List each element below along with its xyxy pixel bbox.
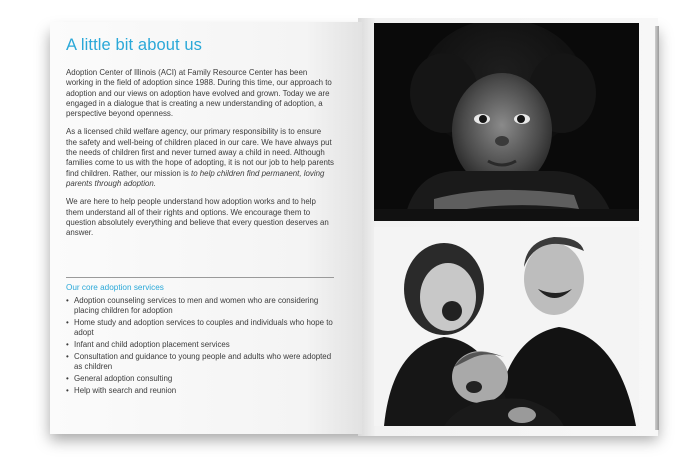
family-photo xyxy=(374,227,639,426)
service-item xyxy=(66,340,334,350)
services-title: Our core adoption services xyxy=(66,283,164,292)
service-item xyxy=(66,318,334,338)
service-item-text: General adoption consulting xyxy=(74,373,173,383)
bullet: • xyxy=(66,385,69,395)
intro-paragraph: Adoption Center of Illinois (ACI) at Family Resource Center has been working in the field of adoption since 1988. During this time, our approach to adoption and our views on adoption have evolved and grown. Today we are engaged in a dialogue that is creating a new understanding of adoption, a perspective beyond openness. xyxy=(66,68,332,119)
family-illustration xyxy=(374,227,639,426)
service-item-text: Consultation and guidance to young people and adults who were adopted as children xyxy=(74,351,332,371)
bullet: • xyxy=(66,318,69,327)
mission-paragraph-text: As a licensed child welfare agency, our primary responsibility is to ensure the safety and well-being of children placed in our care. We have always put the needs of children first and never turned away a child in need. Although families come to us with the hope of adopting, it is not our job to help parents find children. Rather, our mission is xyxy=(66,127,335,178)
section-divider xyxy=(66,277,334,278)
help-paragraph: We are here to help people understand how adoption works and to help them understand all of their rights and options. We encourage them to question absolutely everything and believe that every question deserves an answer. xyxy=(66,197,329,238)
services-list xyxy=(66,296,334,396)
service-item xyxy=(66,296,334,316)
child-portrait-illustration xyxy=(374,23,639,221)
page-heading: A little bit about us xyxy=(66,36,203,54)
service-item xyxy=(66,374,334,384)
service-item-text: Help with search and reunion xyxy=(74,385,177,395)
left-page-content xyxy=(66,36,334,246)
service-item-text: Adoption counseling services to men and women who are considering placing children for adoption xyxy=(74,296,319,316)
service-item xyxy=(66,386,334,396)
mission-paragraph xyxy=(66,127,334,189)
service-item xyxy=(66,352,334,372)
services-section xyxy=(66,283,334,397)
bullet: • xyxy=(66,296,69,305)
bullet: • xyxy=(66,340,69,349)
mission-statement: to help children find permanent, loving parents through adoption. xyxy=(66,168,325,188)
bullet: • xyxy=(66,373,69,383)
service-item-text: Home study and adoption services to couples and individuals who hope to adopt xyxy=(74,318,333,338)
service-item-text: Infant and child adoption placement services xyxy=(74,340,230,349)
bullet: • xyxy=(66,351,69,361)
child-portrait-photo xyxy=(374,23,639,221)
page-edge xyxy=(655,26,659,430)
